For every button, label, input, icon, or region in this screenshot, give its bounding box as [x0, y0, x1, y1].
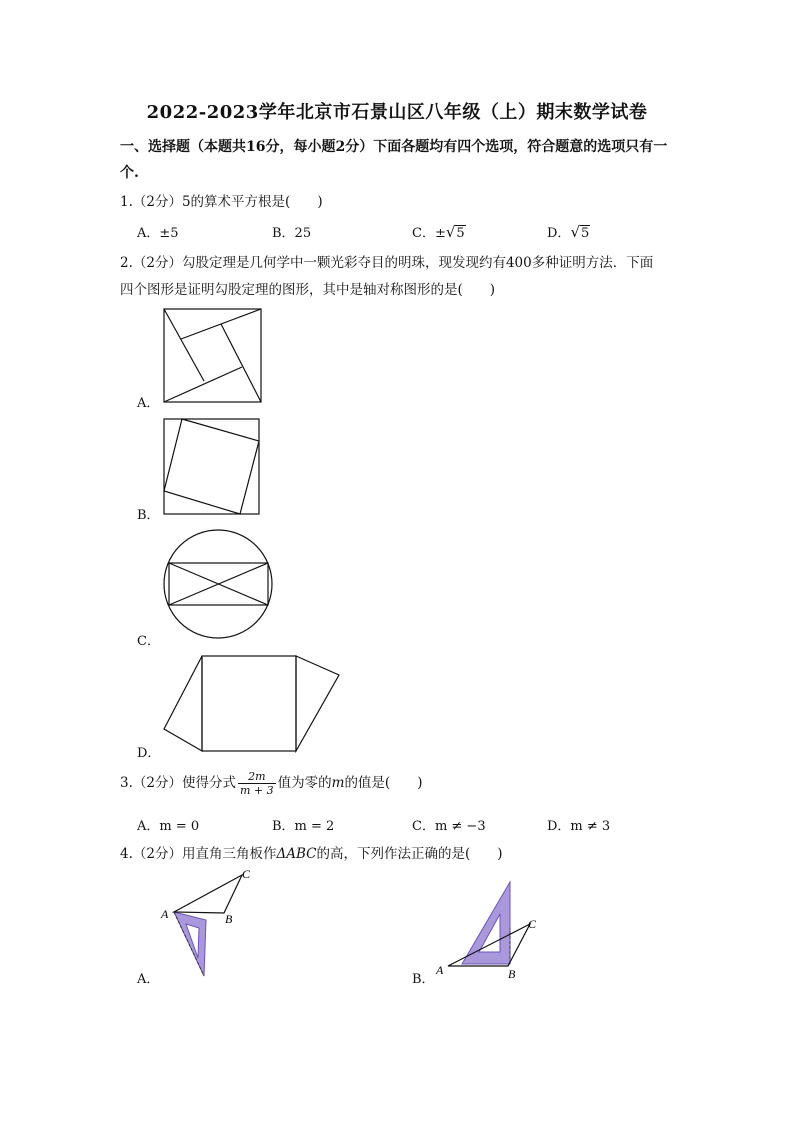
section-heading: 一、选择题（本题共16分，每小题2分）下面各题均有四个选项，符合题意的选项只有一	[120, 139, 668, 155]
q4b-point-c: C	[528, 917, 537, 931]
q4b-point-a: A	[436, 963, 444, 977]
q4b-point-b: B	[508, 967, 516, 981]
question-2-stem-line2: 四个图形是证明勾股定理的图形，其中是轴对称图形的是( )	[120, 282, 496, 298]
section-heading-cont: 个.	[120, 165, 139, 181]
q1-option-d: D．√5	[547, 223, 590, 241]
q2-figure-c	[163, 528, 275, 640]
q3-option-d: D．m ≠ 3	[547, 819, 611, 834]
q3-option-b: B．m = 2	[272, 819, 335, 834]
q4-label-a: A．	[137, 972, 160, 987]
q4a-point-b: B	[225, 912, 233, 926]
page-title: 2022-2023学年北京市石景山区八年级（上）期末数学试卷	[146, 102, 648, 123]
question-2-stem-line1: 2.（2分）勾股定理是几何学中一颗光彩夺目的明珠，现发现约有400多种证明方法．下面	[120, 255, 654, 271]
q2-figure-a	[163, 308, 263, 404]
q1-option-c: C．±√5	[412, 223, 465, 241]
q4-figure-a	[158, 866, 268, 981]
q2-figure-d	[163, 655, 341, 753]
q3-option-a: A．m = 0	[137, 819, 200, 834]
question-3-stem: 3.（2分）使得分式 $\frac{2m}{m + 3}$ 值为零的m的值是( )	[120, 770, 423, 797]
q1-option-b: B．25	[272, 226, 312, 241]
q3-option-c: C．m ≠ −3	[412, 819, 486, 834]
q4-label-b: B．	[412, 972, 435, 987]
q4-figure-b	[432, 878, 547, 983]
q1-option-a: A．±5	[137, 226, 179, 241]
q3-fraction: $\frac{2m}{m + 3}$	[239, 770, 274, 797]
q2-label-b: B．	[137, 508, 160, 523]
q2-label-c: C．	[137, 634, 160, 649]
q2-label-a: A．	[137, 396, 160, 411]
q2-figure-b	[163, 418, 261, 516]
question-4-stem: 4.（2分）用直角三角板作ΔABC的高，下列作法正确的是( )	[120, 846, 503, 862]
q2-label-d: D．	[137, 746, 161, 761]
q4a-point-c: C	[242, 867, 251, 881]
question-1-stem: 1.（2分）5的算术平方根是( )	[120, 194, 323, 210]
q4a-point-a: A	[161, 907, 169, 921]
